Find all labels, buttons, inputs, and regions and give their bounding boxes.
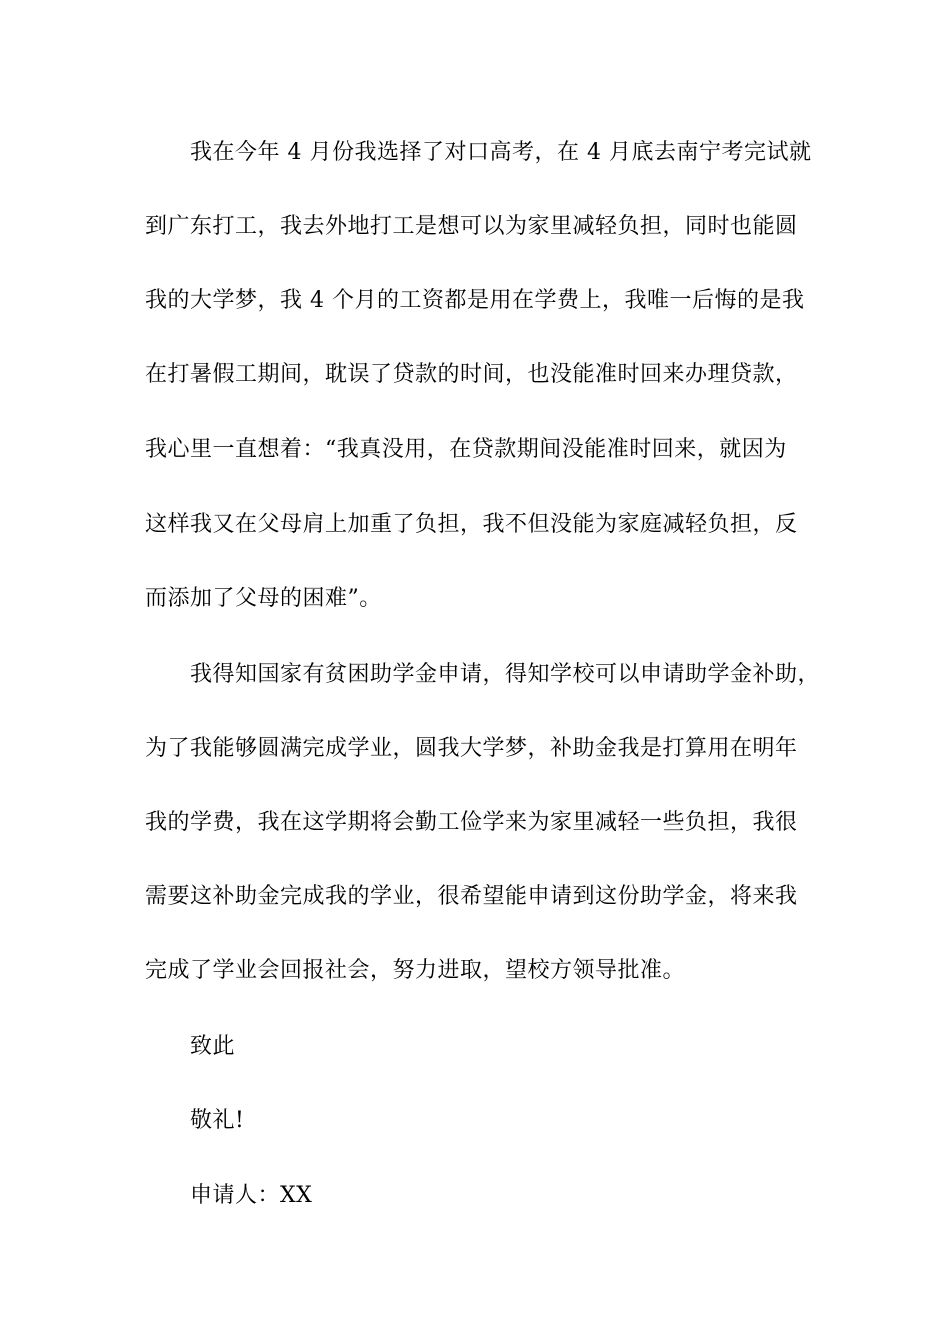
paragraph-line: 这样我又在父母肩上加重了负担，我不但没能为家庭减轻负担，反 xyxy=(145,512,798,537)
paragraph-line: 我在今年 4 月份我选择了对口高考，在 4 月底去南宁考完试就 xyxy=(190,140,812,165)
paragraph-line: 而添加了父母的困难”。 xyxy=(145,586,382,611)
closing-text: 致此 xyxy=(190,1034,236,1059)
paragraph-line: 完成了学业会回报社会，努力进取，望校方领导批准。 xyxy=(145,958,686,983)
signature-text: 申请人：XX xyxy=(190,1183,313,1208)
paragraph-line: 为了我能够圆满完成学业，圆我大学梦，补助金我是打算用在明年 xyxy=(145,736,798,761)
paragraph-line: 在打暑假工期间，耽误了贷款的时间，也没能准时回来办理贷款， xyxy=(145,362,798,387)
paragraph-line: 到广东打工，我去外地打工是想可以为家里减轻负担，同时也能圆 xyxy=(145,214,798,239)
salutation-text: 敬礼! xyxy=(190,1108,245,1133)
paragraph-line: 我的学费，我在这学期将会勤工俭学来为家里减轻一些负担，我很 xyxy=(145,810,798,835)
paragraph-line: 我心里一直想着：“我真没用，在贷款期间没能准时回来，就因为 xyxy=(145,437,787,462)
paragraph-line: 需要这补助金完成我的学业，很希望能申请到这份助学金，将来我 xyxy=(145,884,798,909)
paragraph-line: 我的大学梦，我 4 个月的工资都是用在学费上，我唯一后悔的是我 xyxy=(145,288,805,313)
paragraph-line: 我得知国家有贫困助学金申请，得知学校可以申请助学金补助， xyxy=(190,662,821,687)
